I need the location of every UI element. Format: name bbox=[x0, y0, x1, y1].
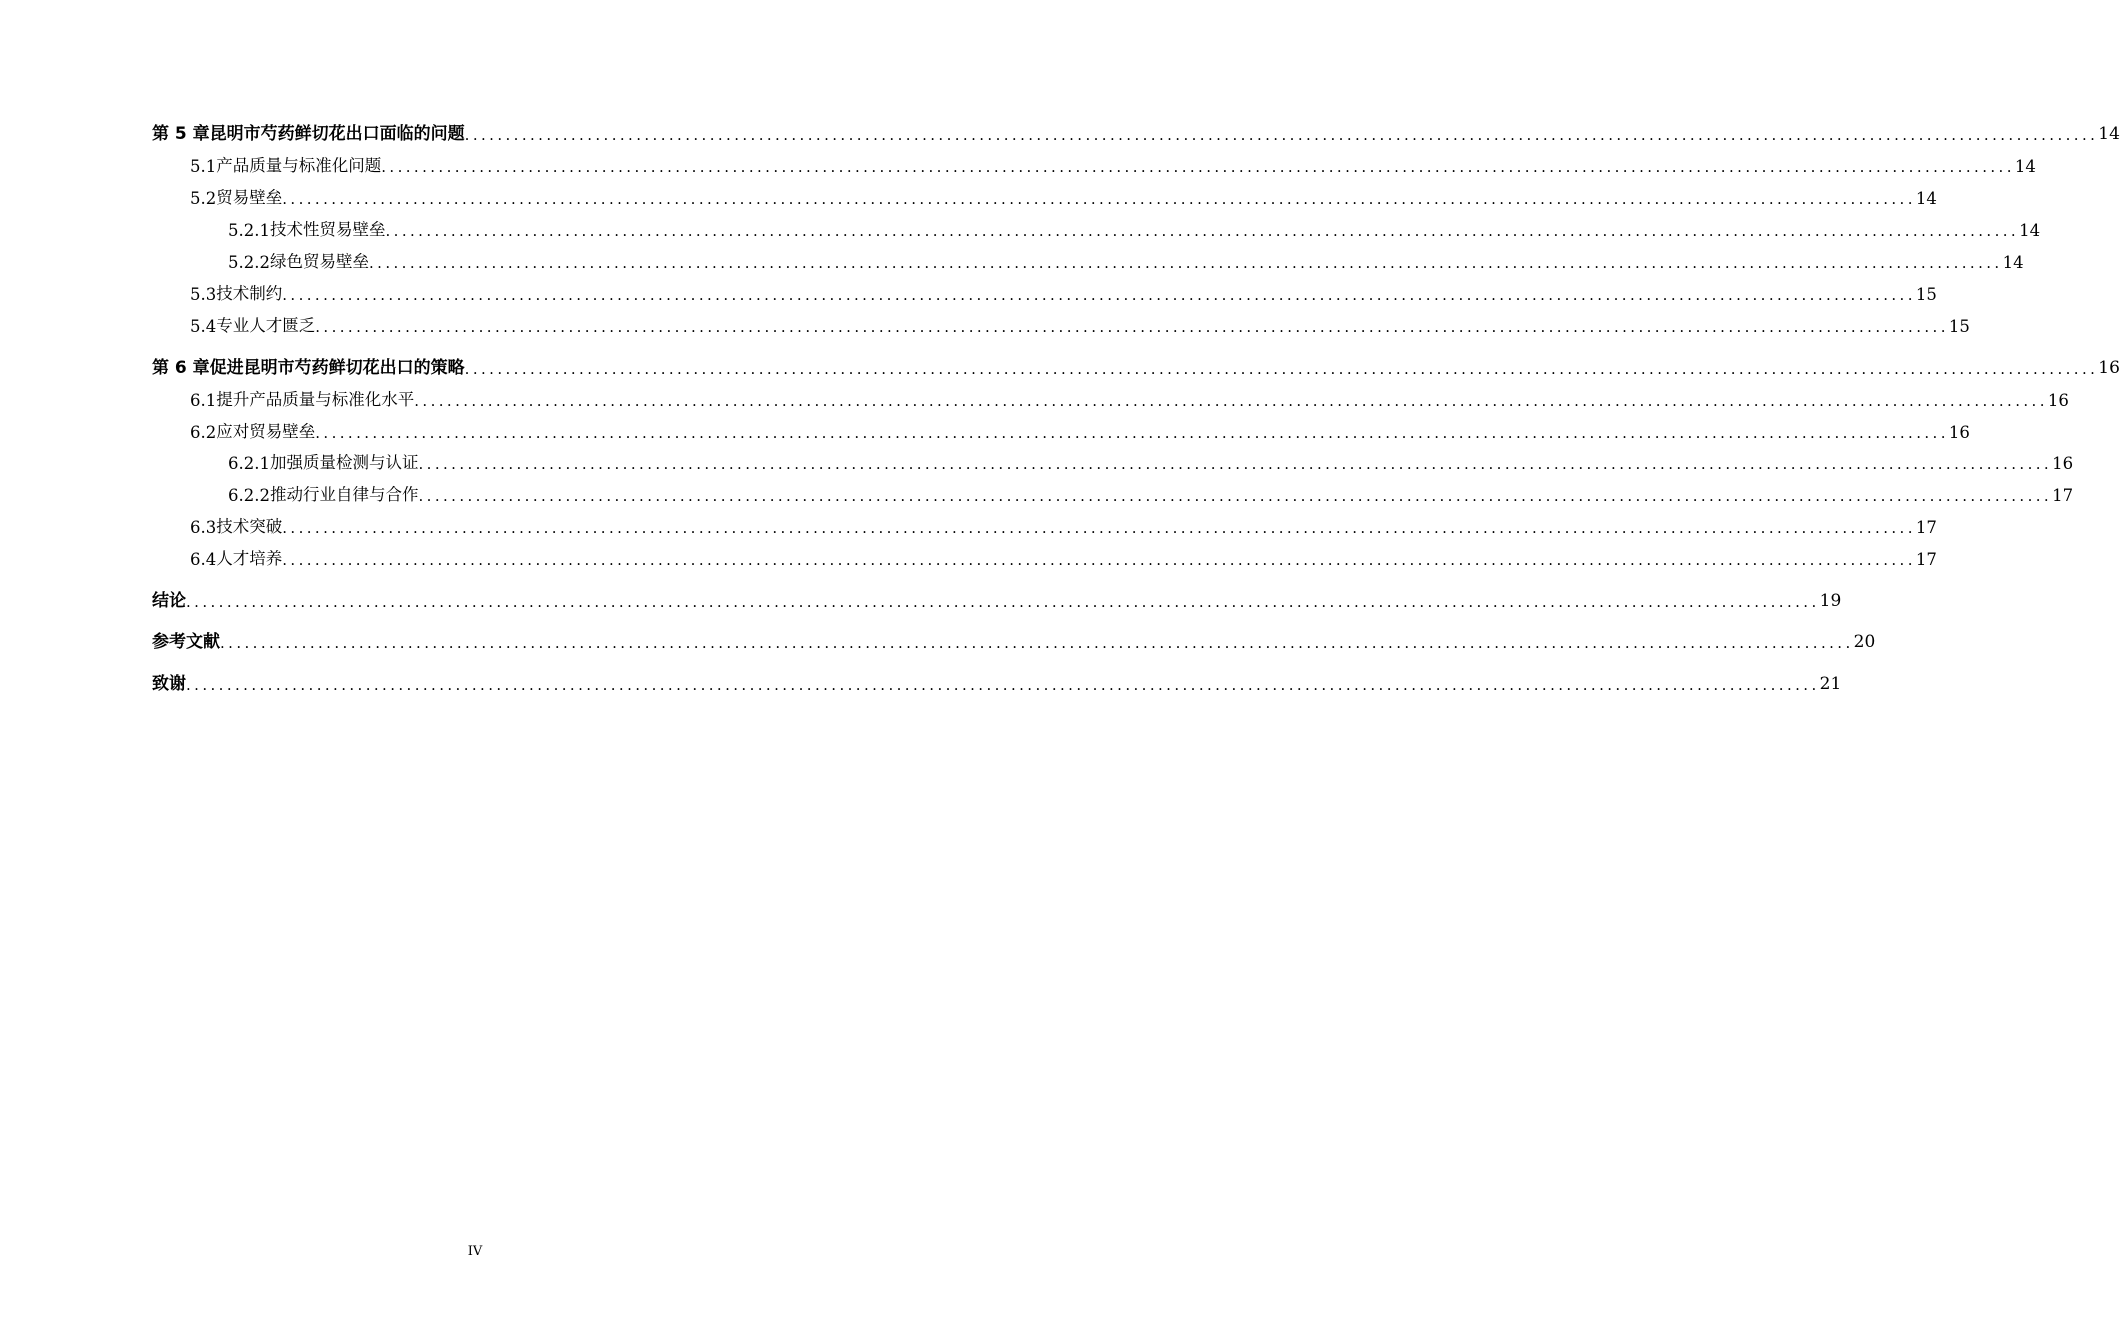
toc-entry-page-number: 14 bbox=[1915, 189, 1937, 208]
toc-entry-number: 6.1 bbox=[190, 391, 217, 410]
toc-entry-page-number: 16 bbox=[2047, 391, 2069, 410]
toc-dot-leader: ........................................................................................................................................................................................................ bbox=[464, 360, 2099, 378]
toc-entry bbox=[0, 354, 2120, 378]
toc-entry-link[interactable] bbox=[190, 184, 1937, 208]
toc-entry-link[interactable] bbox=[152, 354, 2120, 378]
toc-entry-page-number: 14 bbox=[2098, 124, 2120, 144]
toc-entry-number: 5.1 bbox=[190, 157, 217, 176]
toc-entry-link[interactable] bbox=[190, 152, 2036, 176]
toc-entry-page-number: 17 bbox=[1915, 550, 1937, 569]
toc-entry bbox=[0, 184, 1937, 208]
toc-entry-number: 第 6 章 bbox=[152, 358, 210, 378]
toc-entry bbox=[0, 449, 2074, 473]
toc-entry bbox=[0, 386, 2069, 410]
toc-entry bbox=[0, 628, 1876, 652]
toc-entry-title: 人才培养 bbox=[216, 549, 283, 568]
toc-dot-leader: ........................................................................................................................................................................................................ bbox=[282, 551, 1916, 569]
toc-dot-leader: ........................................................................................................................................................................................................ bbox=[464, 126, 2099, 144]
toc-dot-leader: ........................................................................................................................................................................................................ bbox=[186, 593, 1820, 611]
toc-entry bbox=[0, 216, 2041, 240]
toc-entry-number: 5.2.1 bbox=[228, 221, 270, 240]
toc-entry-page-number: 14 bbox=[2002, 253, 2024, 272]
page-number-footer: IV bbox=[467, 1244, 483, 1259]
toc-entry-title: 专业人才匮乏 bbox=[216, 316, 316, 335]
toc-entry-page-number: 14 bbox=[2019, 221, 2041, 240]
toc-dot-leader: ........................................................................................................................................................................................................ bbox=[282, 190, 1916, 208]
toc-entry-link[interactable] bbox=[228, 449, 2074, 473]
toc-entry-title: 致谢 bbox=[152, 674, 186, 694]
toc-entry-page-number: 15 bbox=[1915, 285, 1937, 304]
toc-dot-leader: ........................................................................................................................................................................................................ bbox=[414, 392, 2048, 410]
toc-entry-page-number: 17 bbox=[2052, 486, 2074, 505]
toc-entry-title: 技术突破 bbox=[216, 517, 283, 536]
toc-entry-number: 6.2.2 bbox=[228, 486, 270, 505]
toc-entry-title: 提升产品质量与标准化水平 bbox=[216, 390, 415, 409]
toc-entry-number: 5.3 bbox=[190, 285, 217, 304]
toc-entry-title: 结论 bbox=[152, 591, 186, 611]
toc-dot-leader: ........................................................................................................................................................................................................ bbox=[385, 222, 2020, 240]
toc-entry-title: 昆明市芍药鲜切花出口面临的问题 bbox=[209, 124, 465, 144]
toc-entry-title: 绿色贸易壁垒 bbox=[269, 252, 369, 271]
toc-entry-link[interactable] bbox=[190, 280, 1937, 304]
toc-entry-page-number: 15 bbox=[1948, 317, 1970, 336]
toc-entry bbox=[0, 248, 2024, 272]
toc-entry-link[interactable] bbox=[190, 386, 2069, 410]
toc-entry-title: 加强质量检测与认证 bbox=[269, 453, 419, 472]
toc-dot-leader: ........................................................................................................................................................................................................ bbox=[282, 286, 1916, 304]
toc-entry-link[interactable] bbox=[152, 670, 1842, 694]
toc-entry bbox=[0, 513, 1937, 537]
toc-entry-title: 促进昆明市芍药鲜切花出口的策略 bbox=[209, 358, 465, 378]
toc-entry-number: 5.2 bbox=[190, 189, 217, 208]
toc-entry-link[interactable] bbox=[152, 587, 1842, 611]
toc-entry-number: 第 5 章 bbox=[152, 124, 210, 144]
toc-entry-number: 6.4 bbox=[190, 550, 217, 569]
toc-entry bbox=[0, 120, 2120, 144]
toc-dot-leader: ........................................................................................................................................................................................................ bbox=[418, 487, 2053, 505]
toc-entry-page-number: 16 bbox=[1948, 423, 1970, 442]
toc-entry bbox=[0, 152, 2036, 176]
toc-entry-number: 6.2 bbox=[190, 423, 217, 442]
toc-entry-page-number: 14 bbox=[2014, 157, 2036, 176]
toc-entry-link[interactable] bbox=[190, 312, 1970, 336]
toc-dot-leader: ........................................................................................................................................................................................................ bbox=[368, 254, 2003, 272]
toc-entry-page-number: 20 bbox=[1853, 632, 1876, 652]
toc-entry-link[interactable] bbox=[228, 216, 2041, 240]
toc-dot-leader: ........................................................................................................................................................................................................ bbox=[381, 158, 2015, 176]
toc-dot-leader: ........................................................................................................................................................................................................ bbox=[220, 634, 1854, 652]
toc-entry-title: 贸易壁垒 bbox=[216, 188, 283, 207]
toc-entry-title: 技术制约 bbox=[216, 284, 283, 303]
toc-entry-title: 应对贸易壁垒 bbox=[216, 422, 316, 441]
toc-dot-leader: ........................................................................................................................................................................................................ bbox=[315, 318, 1949, 336]
toc-entry bbox=[0, 481, 2074, 505]
toc-entry bbox=[0, 670, 1842, 694]
toc-dot-leader: ........................................................................................................................................................................................................ bbox=[186, 676, 1820, 694]
toc-dot-leader: ........................................................................................................................................................................................................ bbox=[282, 519, 1916, 537]
toc-entry bbox=[0, 545, 1937, 569]
toc-entry-link[interactable] bbox=[190, 418, 1970, 442]
toc-entry-page-number: 19 bbox=[1819, 591, 1842, 611]
toc-entry-title: 参考文献 bbox=[152, 632, 220, 652]
toc-entry bbox=[0, 418, 1970, 442]
toc-entry-page-number: 16 bbox=[2098, 358, 2120, 378]
toc-entry bbox=[0, 312, 1970, 336]
toc-entry-title: 产品质量与标准化问题 bbox=[216, 156, 382, 175]
toc-entry-number: 6.3 bbox=[190, 518, 217, 537]
toc-entry-page-number: 21 bbox=[1819, 674, 1842, 694]
toc-entry-link[interactable] bbox=[228, 481, 2074, 505]
toc-entry-title: 推动行业自律与合作 bbox=[269, 485, 419, 504]
toc-entry-number: 6.2.1 bbox=[228, 454, 270, 473]
toc-dot-leader: ........................................................................................................................................................................................................ bbox=[315, 424, 1949, 442]
toc-entry-link[interactable] bbox=[190, 545, 1937, 569]
toc-dot-leader: ........................................................................................................................................................................................................ bbox=[418, 455, 2053, 473]
toc-entry-number: 5.4 bbox=[190, 317, 217, 336]
toc-entry bbox=[0, 587, 1842, 611]
toc-entry bbox=[0, 280, 1937, 304]
toc-entry-link[interactable] bbox=[228, 248, 2024, 272]
toc-entry-page-number: 16 bbox=[2052, 454, 2074, 473]
toc-entry-title: 技术性贸易壁垒 bbox=[269, 220, 386, 239]
toc-entry-link[interactable] bbox=[190, 513, 1937, 537]
toc-entry-link[interactable] bbox=[152, 628, 1876, 652]
toc-entry-link[interactable] bbox=[152, 120, 2120, 144]
toc-entry-number: 5.2.2 bbox=[228, 253, 270, 272]
toc-entry-page-number: 17 bbox=[1915, 518, 1937, 537]
